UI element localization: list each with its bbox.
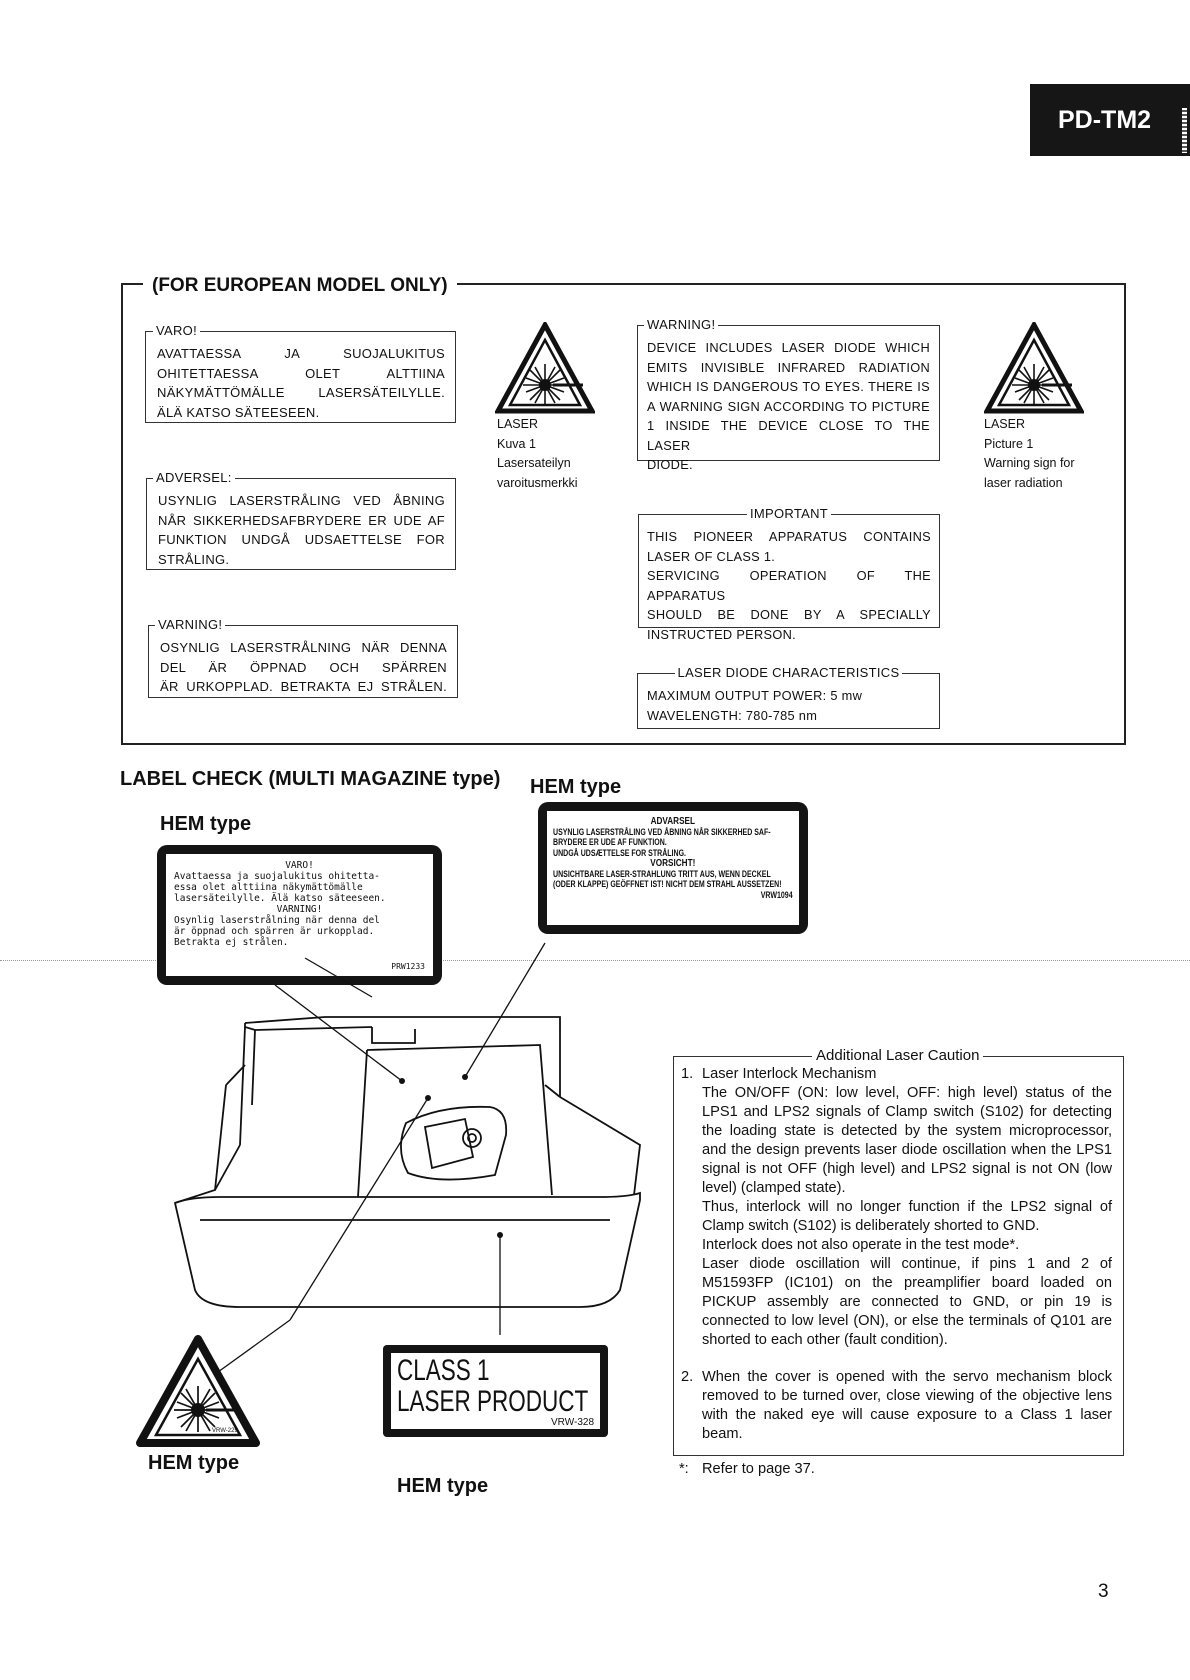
label-check-title: LABEL CHECK (MULTI MAGAZINE type) [120,768,501,790]
label-line: VORSICHT! [650,857,696,869]
text-line: EMITS INVISIBLE INFRARED RADIATION [647,359,930,375]
item-number: 2. [681,1369,694,1385]
text-line: THIS PIONEER APPARATUS CONTAINS [647,529,931,544]
item1-paragraph: Interlock does not also operate in the test mode*. [702,1237,1020,1253]
class-line-1: CLASS 1 [397,1354,490,1387]
label-line: (ODER KLAPPE) GEÖFFNET IST! NICHT DEM STRAHL AUSSETZEN! [553,879,782,889]
label-line: essa olet alttiina näkymättömälle [174,882,363,893]
caution-line-left [673,1056,683,1057]
label-line: Avattaessa ja suojalukitus ohitetta- [174,871,380,882]
european-section-title: (FOR EUROPEAN MODEL ONLY) [152,275,448,296]
important-text [639,515,939,648]
label-line: UNDGÅ UDSÆTTELSE FOR STRÅLING. [553,847,686,858]
laser-warning-triangle-icon [136,1335,260,1447]
label-line: Betrakta ej strålen. [174,937,289,948]
text-line: SERVICING OPERATION OF THE APPARATUS [647,568,931,603]
caution-line-right [993,1056,1124,1057]
varning-box [148,617,458,698]
text-line: A WARNING SIGN ACCORDING TO PICTURE [647,398,930,414]
important-box [638,506,940,642]
text-line: OSYNLIG LASERSTRÅLNING NÄR DENNA [160,640,447,655]
caution-title: Additional Laser Caution [812,1047,983,1064]
model-name: PD-TM2 [1058,106,1152,134]
label-line: Osynlig laserstrålning när denna del [174,915,380,926]
laser-warning-triangle-icon [984,322,1084,414]
text-line: MAXIMUM OUTPUT POWER: 5 mw [647,688,863,703]
varning-legend: VARNING! [155,617,225,632]
laser-diode-box [637,665,940,729]
text-line: ÄLÄ KATSO SÄTEESEEN. [157,404,320,420]
hem-type-heading: HEM type [160,813,252,835]
label-line: VARNING! [276,904,323,915]
label-line: VARO! [285,860,314,871]
adversel-text [147,479,455,573]
item1-paragraph: Laser diode oscillation will continue, if pins 1 and 2 of M51593FP (IC101) on the preamplifier board loaded on PICKUP assembly are connected to GND, or pin 19 is connected to low level (ON), or else the terminals of Q101 are shorted to each other (fault condition). [702,1256,1112,1348]
footnote-mark: *: [679,1461,689,1477]
class-code: VRW-328 [551,1417,594,1428]
text-line: USYNLIG LASERSTRÅLING VED ÅBNING [158,493,445,508]
warning-box [637,317,940,472]
hem-type-heading: HEM type [397,1475,489,1497]
varo-text [146,332,455,426]
text-line: FUNKTION UNDGÅ UDSAETTELSE FOR [158,532,445,547]
item1-paragraph: The ON/OFF (ON: low level, OFF: high level) status of the LPS1 and LPS2 signals of Clamp switch (S102) for detecting the loading state is detected by the system microprocessor, and the design prevents laser diode oscillation when the LPS1 signal is not OFF (high level) and LPS2 signal is not ON (low level) (clamped state). [702,1085,1112,1196]
adversel-box [146,470,456,570]
caution-item-1 [679,1065,1112,1350]
text-line: NÅR SIKKERHEDSAFBRYDERE ER UDE AF [158,512,445,528]
class1-label [383,1345,608,1437]
text-line: AVATTAESSA JA SUOJALUKITUS [157,346,445,361]
text-line: STRÅLING. [158,551,230,567]
item1-heading: Laser Interlock Mechanism [702,1066,877,1082]
item1-paragraph: Thus, interlock will no longer function if the LPS2 signal of Clamp switch (S102) is deliberately shorted to GND. [702,1199,1112,1234]
advarsel-label-inner [547,811,799,925]
european-section-leadline [121,283,143,285]
label-line: USYNLIG LASERSTRÅLING VED ÅBNING NÅR SIKKERHED SAF- [553,826,771,837]
text-line: INSTRUCTED PERSON. [647,626,797,642]
edge-mark [1182,108,1187,153]
laser-caption-en: LASER Picture 1 Warning sign for laser radiation [984,417,1075,490]
varo-legend: VARO! [153,323,200,338]
model-tag [1030,84,1190,156]
warning-text [638,326,939,479]
advarsel-label [538,802,808,934]
varning-text [149,626,457,701]
text-line: SHOULD BE DONE BY A SPECIALLY [647,607,931,622]
triangle-code: VRW-229 [212,1428,238,1434]
label-line: är öppnad och spärren är urkopplad. [174,926,375,937]
important-legend: IMPORTANT [747,506,831,521]
varo-box [145,323,456,423]
footnote-text: Refer to page 37. [702,1461,815,1477]
text-line: NÄKYMÄTTÖMÄLLE LASERSÄTEILYLLE. [157,385,445,400]
warning-legend: WARNING! [644,317,718,332]
laser-diode-legend: LASER DIODE CHARACTERISTICS [675,665,903,680]
label-line: lasersäteilylle. Älä katso säteeseen. [174,893,386,904]
text-line: WHICH IS DANGEROUS TO EYES. THERE IS [647,379,930,394]
hem-type-heading: HEM type [148,1452,240,1474]
label-code: PRW1233 [391,962,425,971]
label-line: UNSICHTBARE LASER-STRAHLUNG TRITT AUS, WENN DECKEL [553,868,771,879]
text-line: ÄR URKOPPLAD. BETRAKTA EJ STRÅLEN. [160,679,447,694]
label-line: ADVARSEL [650,815,696,827]
label-code: VRW1094 [760,889,793,900]
item-number: 1. [681,1066,694,1082]
european-section-topline [457,283,1124,285]
text-line: DEVICE INCLUDES LASER DIODE WHICH [647,340,930,355]
label-line: BRYDERE ER UDE AF FUNKTION. [553,837,667,847]
class1-label-inner [391,1353,600,1429]
text-line: LASER OF CLASS 1. [647,548,776,564]
text-line: WAVELENGTH: 780-785 nm [647,707,818,723]
hem-type-heading: HEM type [530,776,622,798]
footnote [679,1460,815,1479]
page-number: 3 [1098,1581,1109,1602]
caution-item-2 [679,1368,1112,1444]
text-line: DEL ÄR ÖPPNAD OCH SPÄRREN [160,659,447,675]
text-line: DIODE. [647,457,693,472]
text-line: 1 INSIDE THE DEVICE CLOSE TO THE LASER [647,418,930,453]
item2-text: When the cover is opened with the servo mechanism block removed to be turned over, close viewing of the objective lens with the naked eye will cause exposure to a Class 1 laser beam. [702,1369,1112,1442]
laser-diode-text [638,674,939,729]
laser-caption-fi: LASER Kuva 1 Lasersateilyn varoitusmerkki [497,417,578,490]
adversel-legend: ADVERSEL: [153,470,235,485]
laser-warning-triangle-icon [495,322,595,414]
text-line: OHITETTAESSA OLET ALTTIINA [157,365,445,381]
class-line-2: LASER PRODUCT [397,1385,589,1418]
